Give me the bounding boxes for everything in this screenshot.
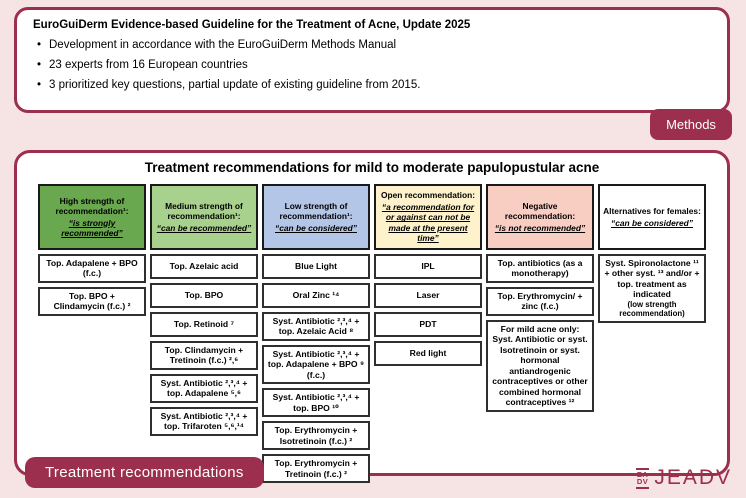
column-header-open [374, 184, 482, 250]
treatment-item-label: Laser [416, 290, 440, 301]
treatment-item-label: Syst. Antibiotic ²,³,⁴ + top. Trifaroten ⁵,⁶,¹⁴ [160, 410, 248, 432]
treatment-item [374, 341, 482, 366]
column-header-high-strength [38, 184, 146, 250]
treatment-item [486, 287, 594, 316]
treatment-item-label: Oral Zinc ¹⁴ [292, 290, 340, 301]
column-header-low-strength [262, 184, 370, 250]
treatment-item-label: Top. Erythromycin + Isotretinoin (f.c.) ² [274, 425, 358, 446]
intro-bullet-list [33, 35, 711, 95]
column-header-medium-strength [150, 184, 258, 250]
treatment-item [486, 320, 594, 412]
methods-badge: Methods [650, 109, 732, 140]
treatment-item [374, 254, 482, 279]
treatment-item [262, 312, 370, 341]
intro-bullet: • Development in accordance with the EuroGuiDerm Methods Manual [33, 35, 711, 55]
recommendation-column-negative [486, 184, 594, 483]
column-header-title: Open recommendation: [381, 190, 475, 201]
treatment-item [150, 374, 258, 403]
intro-title: EuroGuiDerm Evidence-based Guideline for the Treatment of Acne, Update 2025 [33, 19, 471, 31]
treatment-item-label: Top. antibiotics (as a monotherapy) [497, 258, 583, 279]
treatment-item [374, 312, 482, 337]
treatment-item-label: Syst. Antibiotic ²,³,⁴ + top. BPO ¹⁰ [272, 392, 360, 413]
treatment-item-note: (low strength recommendation) [619, 299, 685, 319]
treatment-item [486, 254, 594, 283]
treatment-item-label: IPL [421, 261, 435, 272]
column-header-quote: “a recommendation for or against can not be made at the present time” [381, 201, 475, 244]
treatment-item-label: Top. Azelaic acid [169, 261, 239, 272]
column-header-title: High strength of recommendation¹: [55, 195, 129, 216]
treatment-item-label: For mild acne only: Syst. Antibiotic or syst. Isotretinoin or syst. hormonal antiandrogenic contraceptives or other combined hormonal contraceptives ¹² [492, 323, 588, 408]
treatment-item [38, 287, 146, 316]
treatment-item [150, 283, 258, 308]
treatment-item [262, 345, 370, 384]
treatment-item-label: Top. Clindamycin + Tretinoin (f.c.) ²,⁶ [164, 345, 244, 366]
column-header-quote: “is not recommended” [494, 222, 586, 233]
treatment-item-label: Syst. Spironolactone ¹¹ + other syst. ¹³ and/or + top. treatment as indicated [604, 258, 700, 300]
treatment-item [150, 407, 258, 436]
recommendation-column-females [598, 184, 706, 483]
treatment-item-label: Syst. Antibiotic ²,³,⁴ + top. Adapalene + BPO ⁹ (f.c.) [267, 348, 365, 380]
treatment-item [262, 388, 370, 417]
intro-bullet: • 3 prioritized key questions, partial update of existing guideline from 2015. [33, 75, 711, 95]
treatment-item [374, 283, 482, 308]
jeadv-logo [636, 466, 732, 490]
column-header-title: Alternatives for females: [603, 206, 701, 216]
recommendation-column-low-strength [262, 184, 370, 483]
treatment-item-label: Top. Adapalene + BPO (f.c.) [46, 258, 138, 279]
treatment-item-label: PDT [419, 319, 437, 330]
treatment-item-label: Top. Erythromycin + Tretinoin (f.c.) ² [274, 458, 358, 479]
treatment-item [262, 454, 370, 483]
recommendations-title: Treatment recommendations for mild to moderate papulopustular acne [144, 160, 600, 175]
eadv-emblem-icon [636, 468, 649, 489]
treatment-item [150, 341, 258, 370]
treatment-item-label: Top. Erythromycin/ + zinc (f.c.) [497, 290, 583, 312]
recommendations-table [17, 184, 727, 483]
column-header-quote: “is strongly recommended” [61, 217, 123, 238]
column-header-title: Medium strength of recommendation¹: [165, 200, 243, 222]
column-header-title: Negative recommendation: [504, 200, 576, 222]
treatment-item-label: Top. BPO [184, 290, 224, 301]
treatment-item [150, 312, 258, 337]
treatment-item-label: Top. BPO + Clindamycin (f.c.) ² [53, 290, 131, 312]
column-header-negative [486, 184, 594, 250]
treatment-item-label: Syst. Antibiotic ²,³,⁴ + top. Adapalene ⁵,⁶ [160, 377, 248, 399]
column-header-quote: “can be recommended” [156, 222, 252, 233]
treatment-item [38, 254, 146, 283]
treatment-item-label: Blue Light [294, 261, 337, 272]
treatment-item-label: Red light [409, 348, 447, 359]
recommendation-column-high-strength [38, 184, 146, 483]
intro-box [14, 7, 730, 113]
treatment-item [262, 421, 370, 450]
intro-bullet: • 23 experts from 16 European countries [33, 55, 711, 75]
eadv-emblem-bottom: DV [636, 477, 649, 486]
treatment-item [150, 254, 258, 279]
column-header-females [598, 184, 706, 250]
column-header-title: Low strength of recommendation¹: [279, 200, 353, 222]
treatment-item [262, 254, 370, 279]
treatment-item-label: Top. Retinoid ⁷ [173, 319, 235, 330]
recommendation-column-open [374, 184, 482, 483]
treatment-item [598, 254, 706, 323]
treatment-item [262, 283, 370, 308]
column-header-quote: “can be considered” [611, 217, 693, 228]
treatment-recommendations-badge: Treatment recommendations [25, 457, 264, 488]
eadv-emblem-top: EA [636, 469, 649, 479]
column-header-quote: “can be considered” [275, 222, 357, 233]
treatment-item-label: Syst. Antibiotic ²,³,⁴ + top. Azelaic Acid ⁸ [272, 316, 360, 337]
jeadv-wordmark: JEADV [654, 466, 732, 489]
recommendation-column-medium-strength [150, 184, 258, 483]
